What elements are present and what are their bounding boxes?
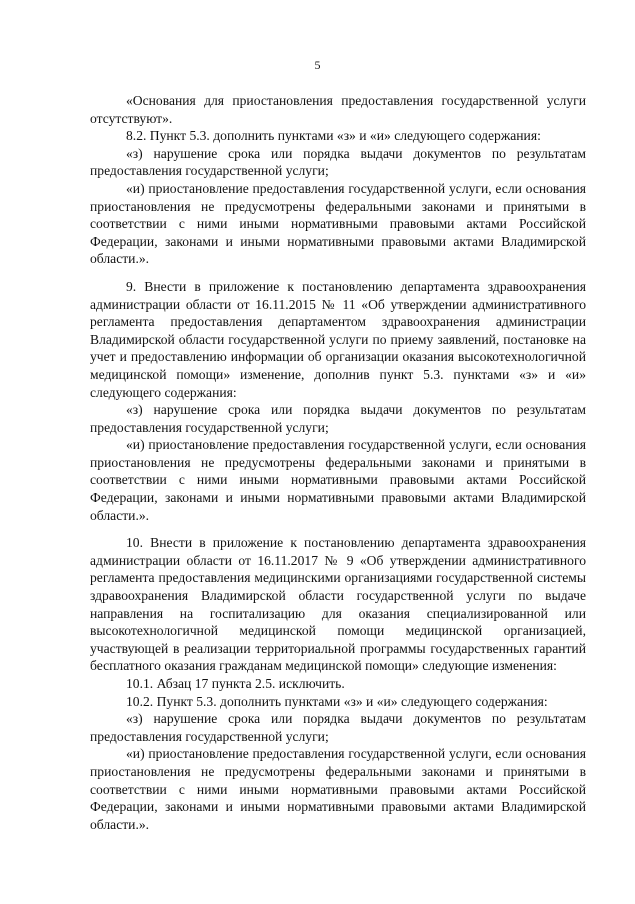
paragraph-9-z: «з) нарушение срока или порядка выдачи документов по результатам предоставления государственной услуги; (90, 402, 586, 435)
paragraph-8-2: 8.2. Пункт 5.3. дополнить пунктами «з» и «и» следующего содержания: (126, 128, 541, 144)
paragraph-8-2-i: «и) приостановление предоставления государственной услуги, если основания приостановления не предусмотрены федеральными законами и принятыми в соответствии с ними иными нормативными правовыми актами Российской Федерации, законами и иными нормативными правовыми актами Владимирской области.». (90, 180, 586, 267)
paragraph-9-i: «и) приостановление предоставления государственной услуги, если основания приостановления не предусмотрены федеральными законами и принятыми в соответствии с ними иными нормативными правовыми актами Российской Федерации, законами и иными нормативными правовыми актами Владимирской области.». (90, 437, 586, 523)
paragraph-10-2-i: «и) приостановление предоставления государственной услуги, если основания приостановления не предусмотрены федеральными законами и принятыми в соответствии с ними иными нормативными правовыми актами Российской Федерации, законами и иными нормативными правовыми актами Владимирской области.». (90, 746, 586, 832)
document-body (90, 92, 586, 833)
paragraph-10-2: 10.2. Пункт 5.3. дополнить пунктами «з» и «и» следующего содержания: (126, 693, 548, 709)
paragraph-9: 9. Внести в приложение к постановлению департамента здравоохранения администрации области от 16.11.2015 № 11 «Об утверждении административного регламента предоставления департаментом здравоохранения администрации Владимирской области государственной услуги по приему заявлений, постановке на учет и предоставлению информации об организации оказания высокотехнологичной медицинской помощи» изменение, дополнив пункт 5.3. пунктами «з» и «и» следующего содержания: (90, 278, 586, 400)
paragraph-grounds-absent: «Основания для приостановления предоставления государственной услуги отсутствуют». (90, 93, 586, 126)
paragraph-8-2-z: «з) нарушение срока или порядка выдачи документов по результатам предоставления государственной услуги; (90, 145, 586, 179)
paragraph-10: 10. Внести в приложение к постановлению департамента здравоохранения администрации области от 16.11.2017 № 9 «Об утверждении административного регламента предоставления медицинскими организациями государственной системы здравоохранения Владимирской области государственной услуги по выдаче направления на госпитализацию для оказания специализированной или высокотехнологичной медицинской помощи медицинской организацией, участвующей в реализации территориальной программы государственных гарантий бесплатного оказания гражданам медицинской помощи» следующие изменения: (90, 535, 586, 674)
paragraph-10-1: 10.1. Абзац 17 пункта 2.5. исключить. (126, 676, 345, 691)
page-number: 5 (314, 58, 321, 72)
paragraph-10-2-z: «з) нарушение срока или порядка выдачи документов по результатам предоставления государственной услуги; (90, 711, 586, 744)
